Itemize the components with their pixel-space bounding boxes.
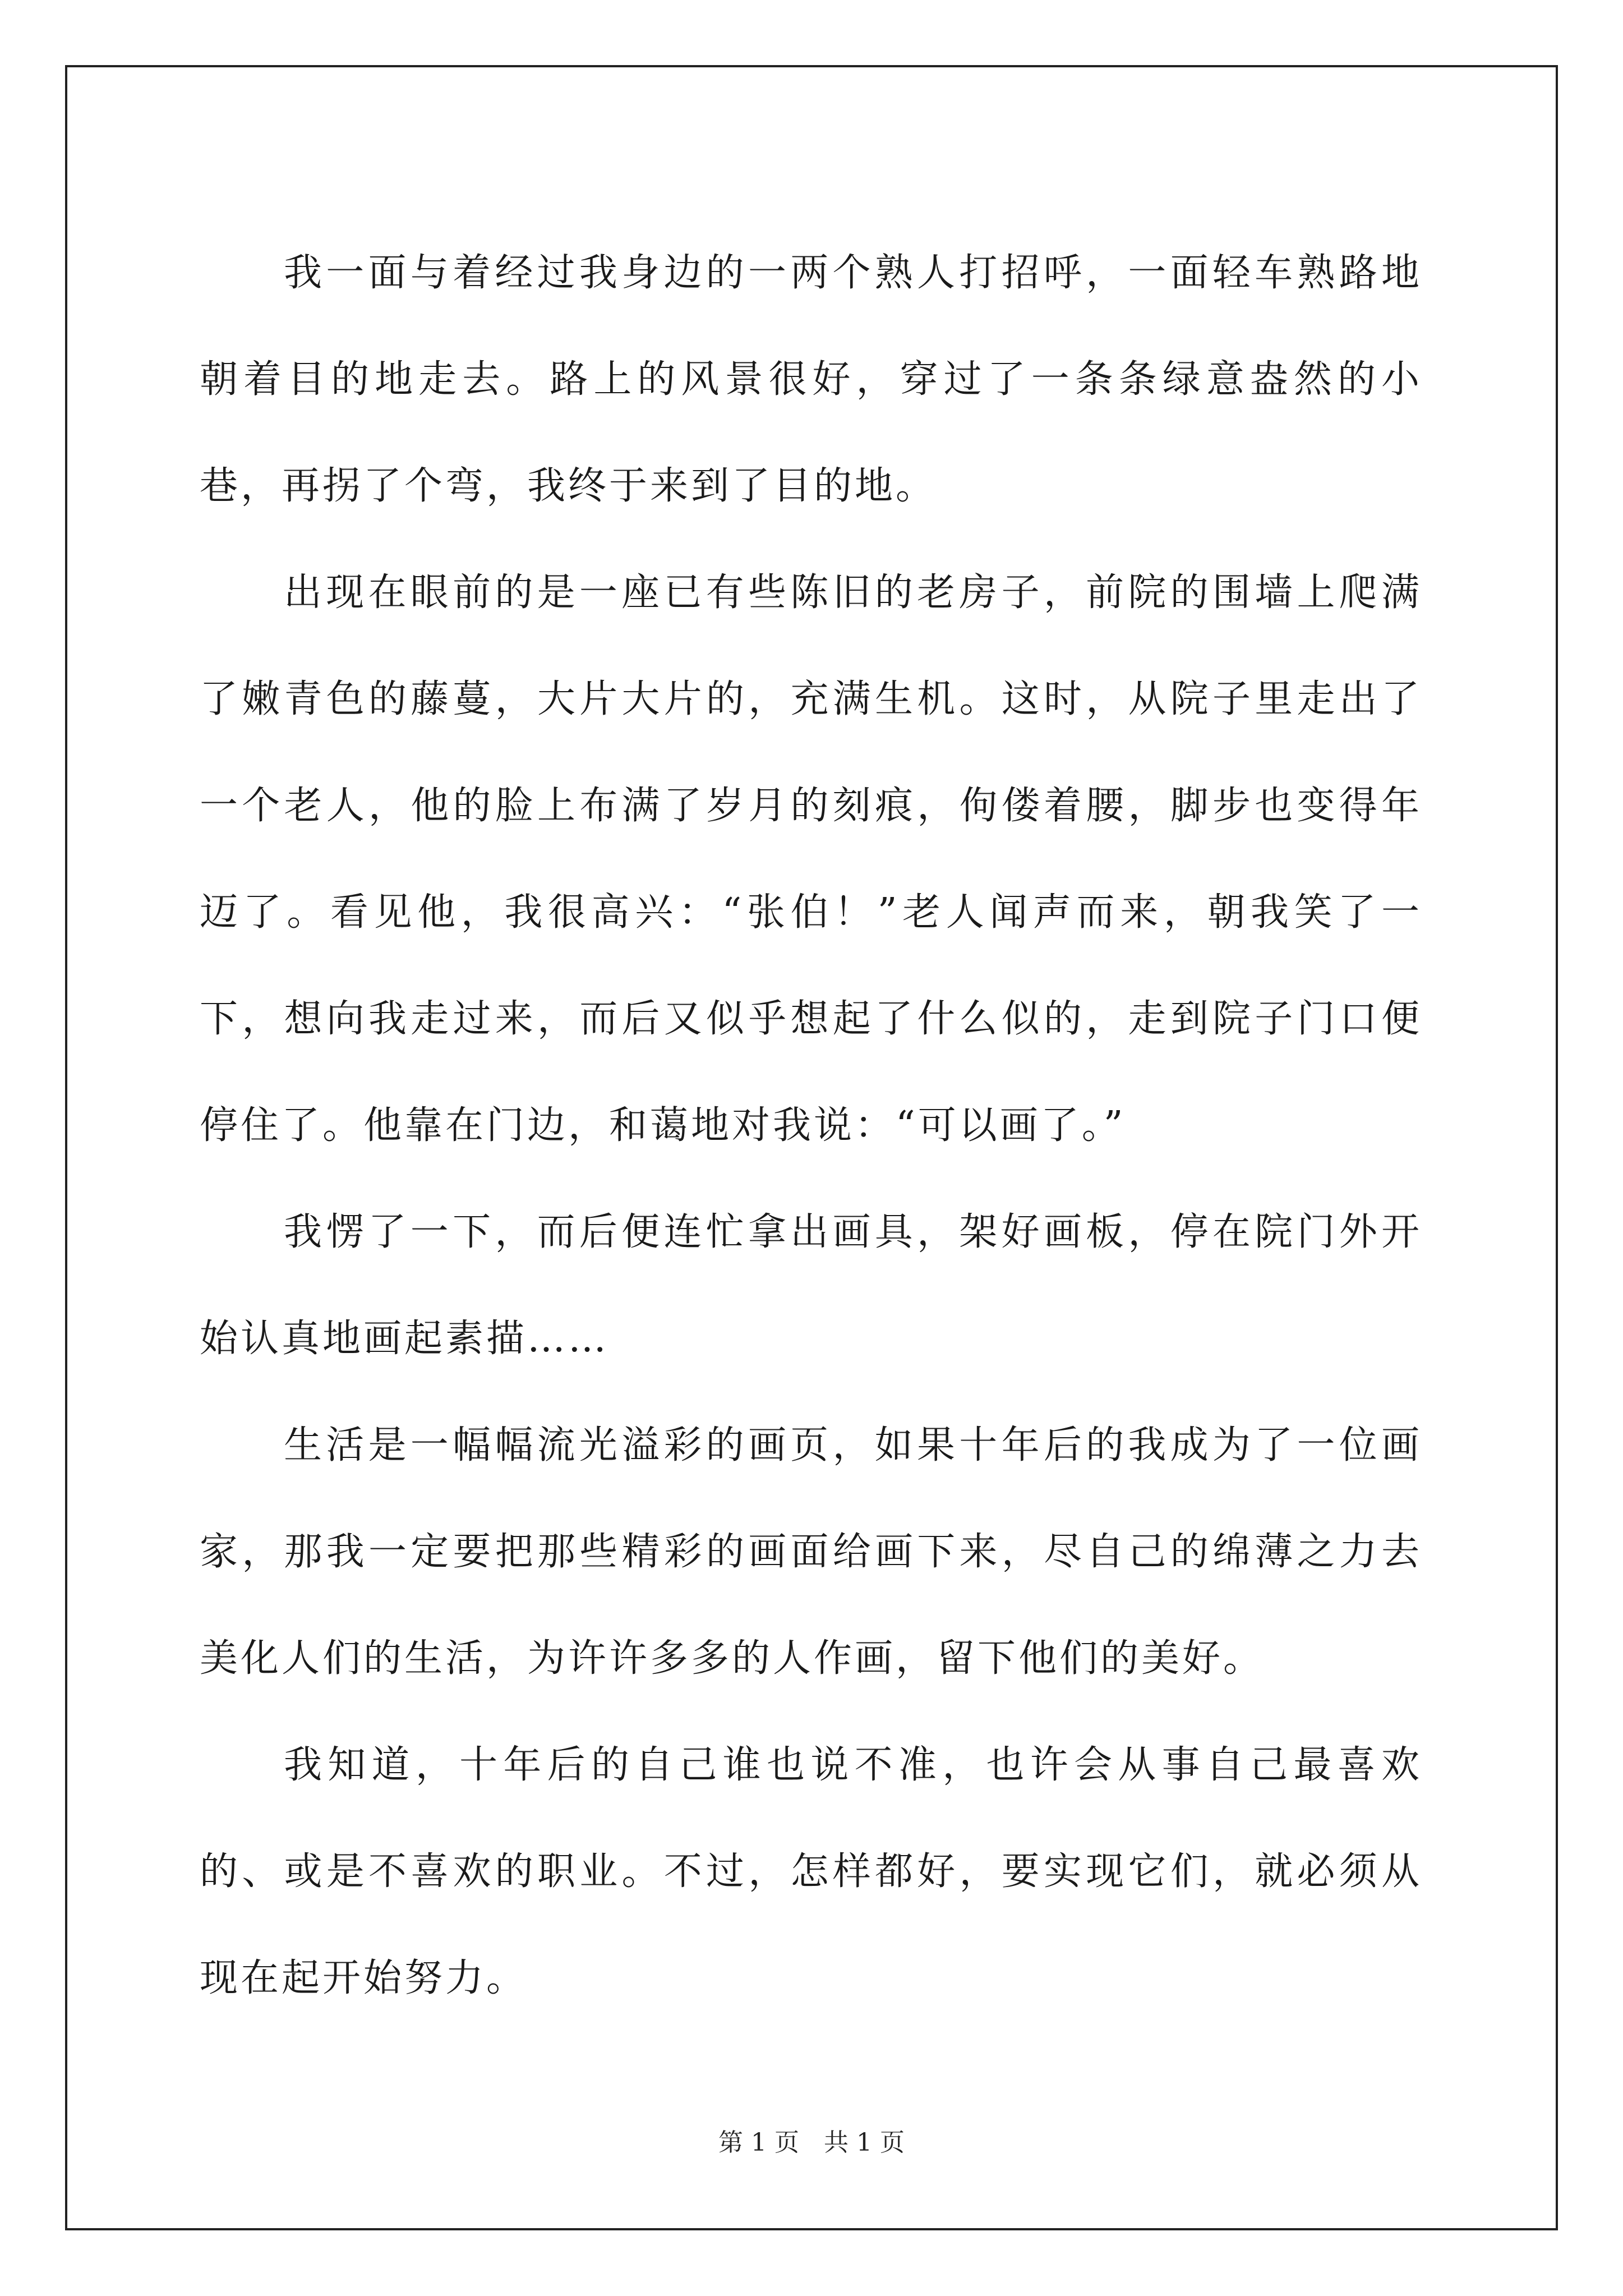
page-footer — [0, 2126, 1623, 2160]
paragraph: 生活是一幅幅流光溢彩的画页，如果十年后的我成为了一位画家，那我一定要把那些精彩的画面给画下来，尽自己的绵薄之力去美化人们的生活，为许许多多的人作画，留下他们的美好。 — [200, 1423, 1422, 1681]
paragraph: 我愣了一下，而后便连忙拿出画具，架好画板，停在院门外开始认真地画起素描…… — [200, 1210, 1422, 1361]
document-body — [200, 220, 1422, 2032]
page-number: 第 1 页 共 1 页 — [718, 2128, 905, 2157]
paragraph: 出现在眼前的是一座已有些陈旧的老房子，前院的围墙上爬满了嫩青色的藤蔓，大片大片的，充满生机。这时，从院子里走出了一个老人，他的脸上布满了岁月的刻痕，佝偻着腰，脚步也变得年迈了。看见他，我很高兴：“张伯！”老人闻声而来，朝我笑了一下，想向我走过来，而后又似乎想起了什么似的，走到院子门口便停住了。他靠在门边，和蔼地对我说：“可以画了。” — [200, 570, 1422, 1148]
paragraph: 我一面与着经过我身边的一两个熟人打招呼，一面轻车熟路地朝着目的地走去。路上的风景很好，穿过了一条条绿意盎然的小巷，再拐了个弯，我终于来到了目的地。 — [200, 251, 1422, 508]
paragraph: 我知道，十年后的自己谁也说不准，也许会从事自己最喜欢的、或是不喜欢的职业。不过，怎样都好，要实现它们，就必须从现在起开始努力。 — [200, 1743, 1422, 2000]
